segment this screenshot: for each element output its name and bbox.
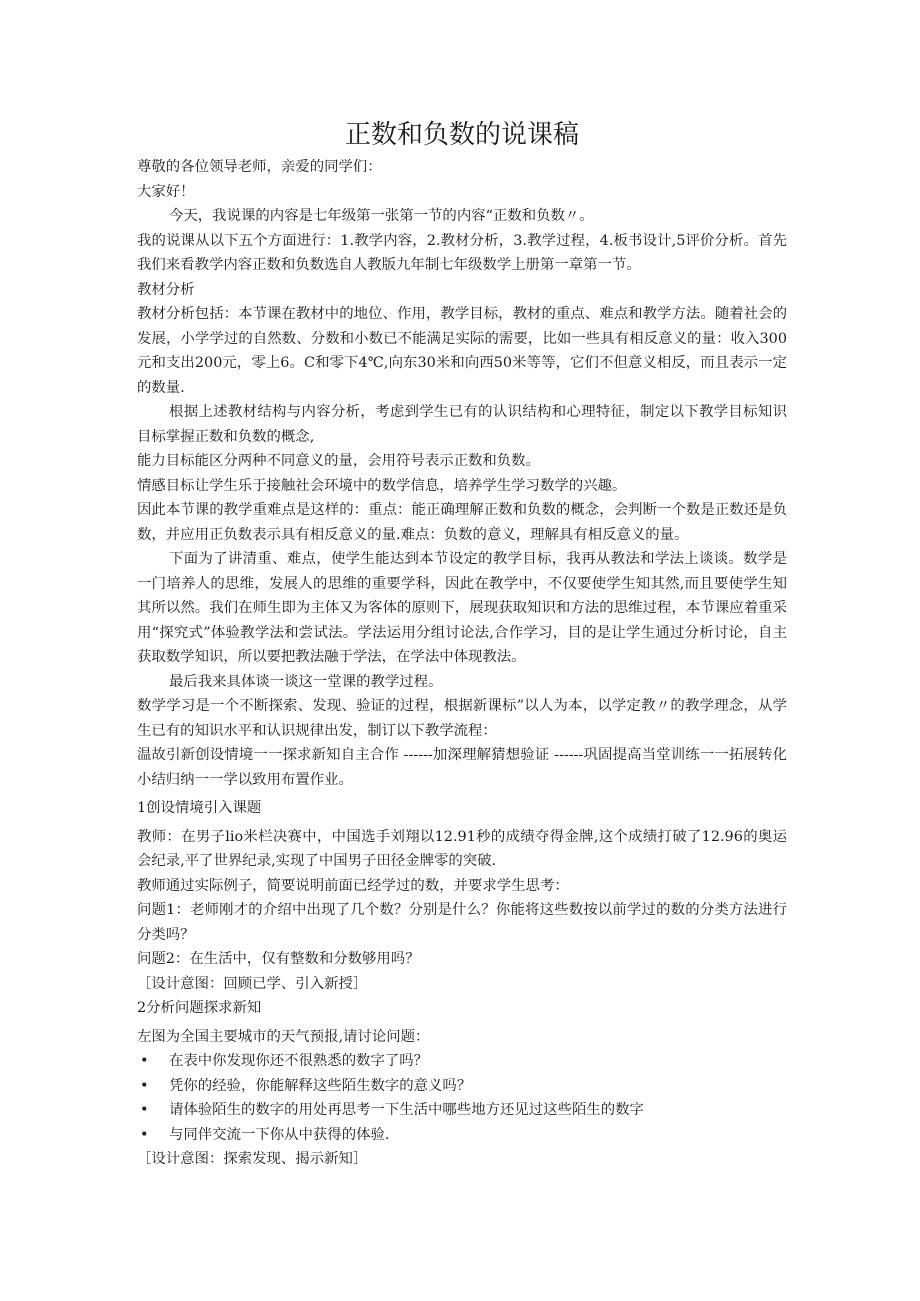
section-heading-material-analysis: 教材分析 bbox=[137, 281, 195, 298]
material-analysis-paragraph: 教材分析包括：本节课在教材中的地位、作用，教学目标，教材的重点、难点和教学方法。随着社会的发展，小学学过的自然数、分数和小数已不能满足实际的需要，比如一些具有相反意义的量：收入300元和支出200元，零上6。C和零下4℃,向东30米和向西50米等等，它们不但意义相反，而且表示一定的数量. bbox=[137, 306, 787, 396]
question-1-paragraph: 问题1：老师刚才的介绍中出现了几个数？分别是什么？你能将这些数按以前学过的数的分类方法进行分类吗？ bbox=[137, 902, 787, 943]
section-heading-step-2: 2分析问题探求新知 bbox=[137, 1000, 262, 1016]
process-intro-paragraph: 最后我来具体谈一谈这一堂课的教学过程。 bbox=[169, 673, 443, 690]
discussion-question-list bbox=[137, 1049, 787, 1147]
list-item: • 凭你的经验，你能解释这些陌生数字的意义吗？ bbox=[137, 1074, 787, 1099]
teaching-flow-paragraph: 温故引新创设情境一一探求新知自主合作 ------加深理解猜想验证 ------巩固提高当堂训练一一拓展转化小结归纳一一学以致用布置作业。 bbox=[137, 747, 787, 788]
intro-paragraph: 今天，我说课的内容是七年级第一张第一节的内容“正数和负数〃。 bbox=[169, 208, 594, 224]
weather-discussion-paragraph: 左图为全国主要城市的天气预报,请讨论问题： bbox=[137, 1028, 430, 1045]
bullet-icon: • bbox=[140, 1126, 149, 1143]
bullet-icon: • bbox=[140, 1102, 149, 1118]
bullet-icon: • bbox=[140, 1053, 149, 1069]
section-heading-step-1: 1创设情境引入课题 bbox=[137, 800, 262, 816]
methods-paragraph: 下面为了讲清重、难点，使学生能达到本节设定的教学目标，我再从教法和学法上谈谈。数学是一门培养人的思维，发展人的思维的重要学科，因此在教学中，不仅要使学生知其然,而且要使学生知其所以然。我们在师生即为主体又为客体的原则下，展现获取知识和方法的思维过程，本节课应着重采用“探究式”体验教学法和尝试法。学法运用分组讨论法,合作学习，目的是让学生通过分析讨论，自主获取数学知识，所以要把教法融于学法，在学法中体现教法。 bbox=[137, 551, 787, 665]
list-item: • 在表中你发现你还不很熟悉的数字了吗？ bbox=[137, 1049, 787, 1074]
document-title: 正数和负数的说课稿 bbox=[344, 120, 579, 150]
list-item: • 与同伴交流一下你从中获得的体验. bbox=[137, 1123, 787, 1148]
teacher-prompt-paragraph: 教师通过实际例子，简要说明前面已经学过的数，并要求学生思考： bbox=[137, 877, 569, 894]
salutation: 大家好！ bbox=[137, 183, 195, 200]
bullet-icon: • bbox=[140, 1077, 149, 1094]
greeting: 尊敬的各位领导老师，亲爱的同学们： bbox=[137, 159, 382, 175]
teacher-example-paragraph: 教师：在男子lio米栏决赛中，中国选手刘翔以12.91秒的成绩夺得金牌,这个成绩打破了12.96的奥运会纪录,平了世界纪录,实现了中国男子田径金牌零的突破. bbox=[137, 828, 787, 869]
ability-goal-paragraph: 能力目标能区分两种不同意义的量，会用符号表示正数和负数。 bbox=[137, 453, 540, 469]
design-intent-1: ［设计意图：回顾已学、引入新授］ bbox=[137, 975, 368, 992]
outline-paragraph: 我的说课从以下五个方面进行：1.教学内容，2.教材分析，3.教学过程，4.板书设计,5评价分析。首先我们来看教学内容正数和负数选自人教版九年制七年级数学上册第一章第一节。 bbox=[137, 232, 787, 273]
list-item: • 请体验陌生的数字的用处再思考一下生活中哪些地方还见过这些陌生的数字 bbox=[137, 1098, 787, 1123]
key-points-paragraph: 因此本节课的教学重难点是这样的：重点：能正确理解正数和负数的概念，会判断一个数是正数还是负数，并应用正负数表示具有相反意义的量.难点：负数的意义，理解具有相反意义的量。 bbox=[137, 502, 787, 543]
goals-paragraph: 根据上述教材结构与内容分析，考虑到学生已有的认识结构和心理特征，制定以下教学目标知识目标掌握正数和负数的概念, bbox=[137, 404, 787, 445]
teaching-philosophy-paragraph: 数学学习是一个不断探索、发现、验证的过程，根据新课标”以人为本，以学定教〃的教学理念，从学生已有的知识水平和认识规律出发，制订以下教学流程： bbox=[137, 698, 787, 739]
design-intent-2: ［设计意图：探索发现、揭示新知］ bbox=[137, 1151, 368, 1167]
question-2-paragraph: 问题2：在生活中，仅有整数和分数够用吗？ bbox=[137, 951, 420, 967]
emotion-goal-paragraph: 情感目标让学生乐于接触社会环境中的数学信息，培养学生学习数学的兴趣。 bbox=[137, 477, 627, 494]
document-body bbox=[137, 116, 787, 1172]
